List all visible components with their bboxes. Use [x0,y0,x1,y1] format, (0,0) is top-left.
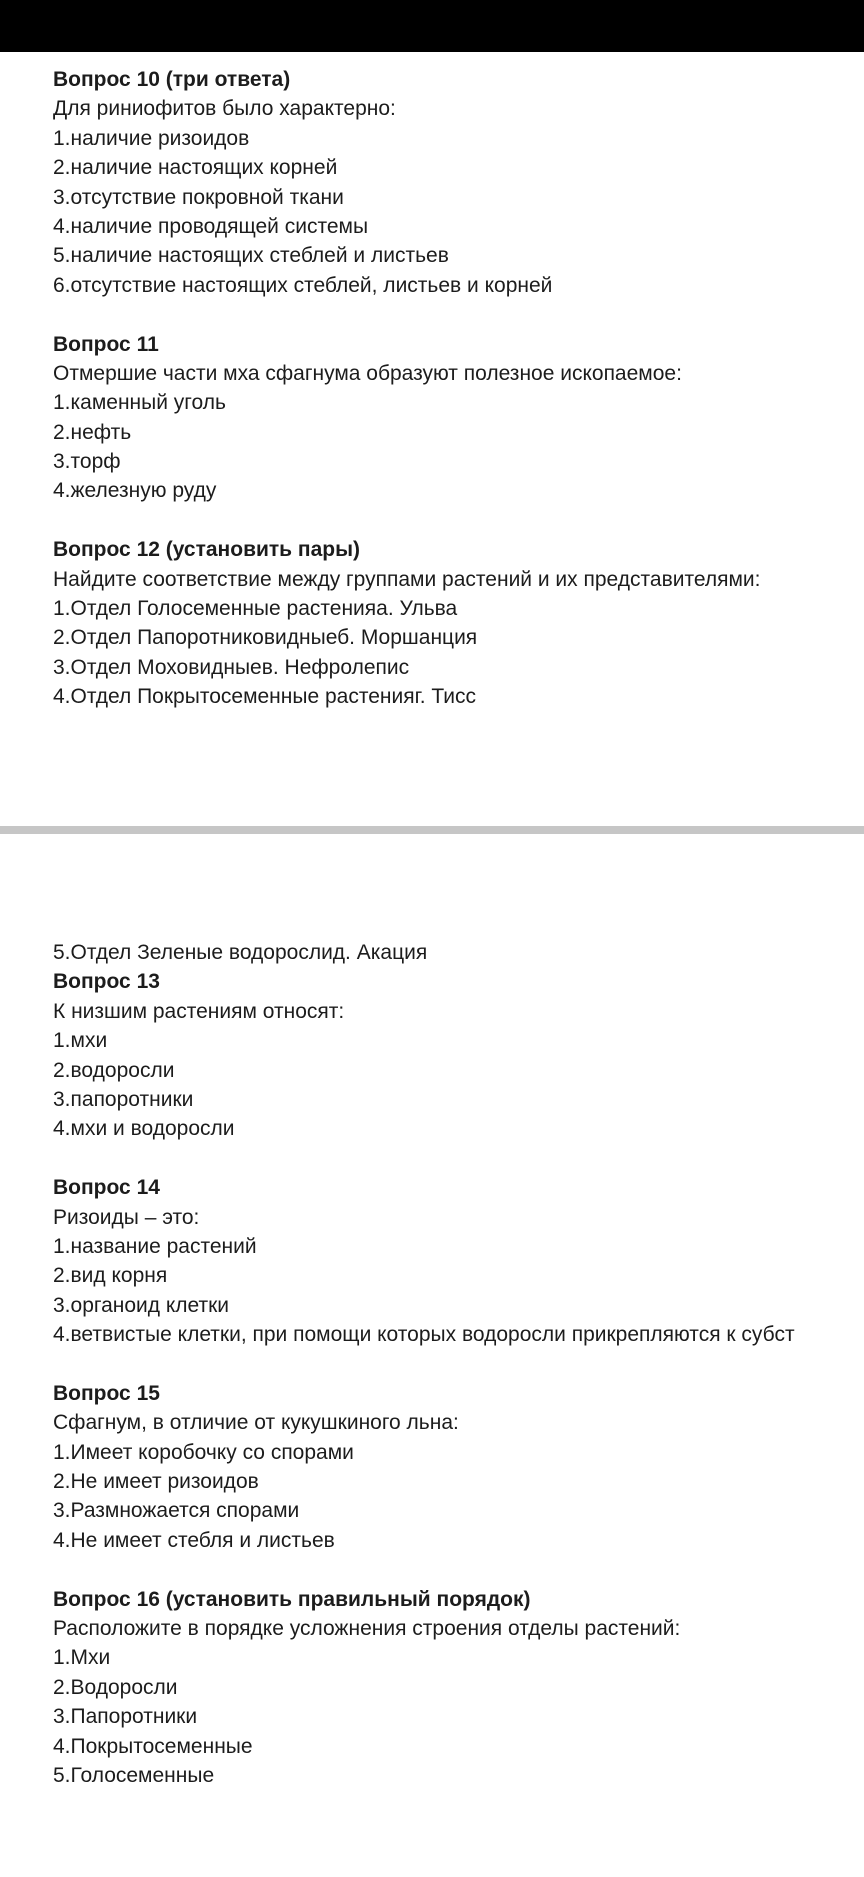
question-prompt: Сфагнум, в отличие от кукушкиного льна: [53,1411,459,1435]
question-title: Вопрос 13 [53,970,160,994]
question-prompt: Найдите соответствие между группами растений и их представителями: [53,567,761,591]
question-prompt: Отмершие части мха сфагнума образуют полезное ископаемое: [53,361,682,385]
question-16 [53,1585,864,1791]
spacer [53,1555,864,1584]
page-2-content [53,938,864,1790]
answer-option: 1.каменный уголь [53,391,226,415]
answer-option: 3.Папоротники [53,1705,198,1729]
answer-option: 2.Не имеет ризоидов [53,1470,259,1494]
answer-option: 2.нефть [53,420,132,444]
document-page-1 [0,52,864,826]
answer-option: 1.Мхи [53,1646,111,1670]
answer-option: 3.торф [53,450,121,474]
question-title: Вопрос 16 (установить правильный порядок) [53,1587,531,1611]
question-title: Вопрос 12 (установить пары) [53,538,361,562]
page-1-content [53,65,864,712]
answer-option: 2.вид корня [53,1264,168,1288]
answer-option: 4.мхи и водоросли [53,1117,235,1141]
spacer [53,1349,864,1378]
question-12 [53,535,864,711]
question-title: Вопрос 11 [53,332,159,356]
question-10 [53,65,864,300]
answer-option: 2.Отдел Папоротниковидныеб. Моршанция [53,626,478,650]
spacer [53,1144,864,1173]
answer-option: 1.название растений [53,1234,257,1258]
answer-option: 5.Отдел Зеленые водорослид. Акация [53,941,428,964]
answer-option: 1.Отдел Голосеменные растенияа. Ульва [53,597,458,621]
answer-option: 4.Покрытосеменные [53,1734,253,1758]
answer-option: 4.ветвистые клетки, при помощи которых водоросли прикрепляются к субст [53,1323,795,1347]
question-13 [53,967,864,1143]
answer-option: 5.наличие настоящих стеблей и листьев [53,244,449,268]
spacer [53,300,864,329]
answer-option: 5.Голосеменные [53,1763,215,1787]
question-title: Вопрос 15 [53,1381,160,1405]
question-prompt: Ризоиды – это: [53,1205,200,1229]
question-prompt: Для риниофитов было характерно: [53,97,396,121]
question-prompt: К низшим растениям относят: [53,999,345,1023]
answer-option: 4.Отдел Покрытосеменные растенияг. Тисс [53,685,477,709]
answer-option: 2.водоросли [53,1058,175,1082]
top-black-bar [0,0,864,52]
question-title: Вопрос 14 [53,1176,160,1200]
answer-option: 4.железную руду [53,479,217,503]
answer-option: 4.Не имеет стебля и листьев [53,1528,335,1552]
answer-option: 1.мхи [53,1029,108,1053]
answer-option: 3.органоид клетки [53,1293,230,1317]
question-15 [53,1379,864,1555]
document-page-2 [0,834,864,1877]
answer-option: 3.Отдел Моховидныев. Нефролепис [53,655,410,679]
question-14 [53,1173,864,1349]
question-11 [53,330,864,506]
answer-option: 2.наличие настоящих корней [53,156,338,180]
question-title: Вопрос 10 (три ответа) [53,68,291,91]
question-prompt: Расположите в порядке усложнения строения отделы растений: [53,1616,681,1640]
answer-option: 4.наличие проводящей системы [53,214,369,238]
answer-option: 3.Размножается спорами [53,1499,300,1523]
page-divider [0,826,864,834]
answer-option: 2.Водоросли [53,1675,178,1699]
answer-option: 6.отсутствие настоящих стеблей, листьев и корней [53,273,553,297]
answer-option: 1.наличие ризоидов [53,126,250,150]
answer-option: 3.отсутствие покровной ткани [53,185,344,209]
spacer [53,506,864,535]
answer-option: 1.Имеет коробочку со спорами [53,1440,354,1464]
answer-option: 3.папоротники [53,1087,194,1111]
